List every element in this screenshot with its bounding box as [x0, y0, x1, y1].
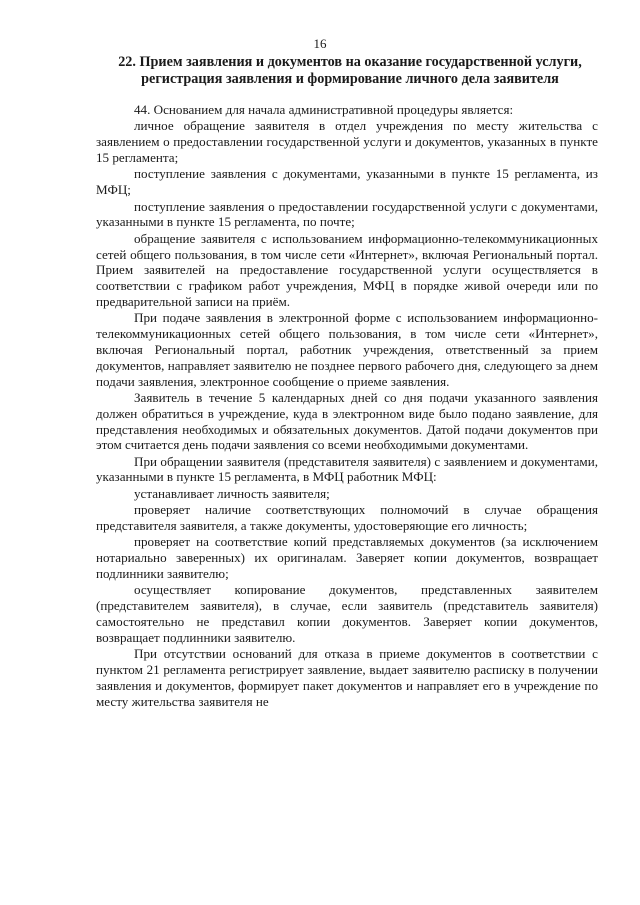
paragraph: обращение заявителя с использованием информационно-телекоммуникационных сетей общего пользования, в том числе сети «Интернет», включая Региональный портал. Прием заявителей на предоставление государственной услуги осуществляется в соответствии с графиком работ учреждения, МФЦ в порядке живой очереди или по предварительной записи на приём. — [96, 230, 598, 309]
paragraph: поступление заявления о предоставлении государственной услуги с документами, указанными в пункте 15 регламента, по почте; — [96, 198, 598, 230]
page-number: 16 — [313, 36, 327, 51]
paragraph: поступление заявления с документами, указанными в пункте 15 регламента, из МФЦ; — [96, 166, 598, 198]
paragraph: проверяет наличие соответствующих полномочий в случае обращения представителя заявителя, а также документы, удостоверяющие его личность; — [96, 502, 598, 534]
paragraph: проверяет на соответствие копий представляемых документов (за исключением нотариально заверенных) их оригиналам. Заверяет копии документов, возвращает подлинники заявителю; — [96, 534, 598, 582]
paragraph: личное обращение заявителя в отдел учреждения по месту жительства с заявлением о предоставлении государственной услуги и документов, указанных в пункте 15 регламента; — [96, 118, 598, 165]
paragraph: При отсутствии оснований для отказа в приеме документов в соответствии с пунктом 21 регламента регистрирует заявление, выдает заявителю расписку в получении заявления и документов, формирует пакет документов и направляет его в учреждение по месту жительства заявителя не — [96, 646, 598, 709]
paragraph: осуществляет копирование документов, представленных заявителем (представителем заявителя), в случае, если заявитель (представитель заявителя) самостоятельно не представил копии документов. Заверяет копии документов, возвращает подлинники заявителю. — [96, 582, 598, 645]
body-text — [96, 102, 598, 709]
paragraph: Заявитель в течение 5 календарных дней со дня подачи указанного заявления должен обратиться в учреждение, куда в электронном виде было подано заявление, для представления необходимых и обязательных документов. Датой подачи документов при этом считается день подачи заявления со всеми необходимыми документами. — [96, 389, 598, 453]
section-heading: 22. Прием заявления и документов на оказание государственной услуги, регистрация заявления и формирование личного дела заявителя — [118, 54, 582, 87]
paragraph: При подаче заявления в электронной форме с использованием информационно-телекоммуникационных сетей общего пользования, в том числе сети «Интернет», включая Региональный портал, работник учреждения, ответственный за прием документов, направляет заявителю не позднее первого рабочего дня, следующего за днем подачи заявления, электронное сообщение о приеме заявления. — [96, 310, 598, 389]
paragraph: устанавливает личность заявителя; — [134, 485, 330, 501]
paragraph: При обращении заявителя (представителя заявителя) с заявлением и документами, указанными в пункте 15 регламента, в МФЦ работник МФЦ: — [96, 453, 598, 485]
paragraph: 44. Основанием для начала административной процедуры является: — [134, 102, 514, 117]
